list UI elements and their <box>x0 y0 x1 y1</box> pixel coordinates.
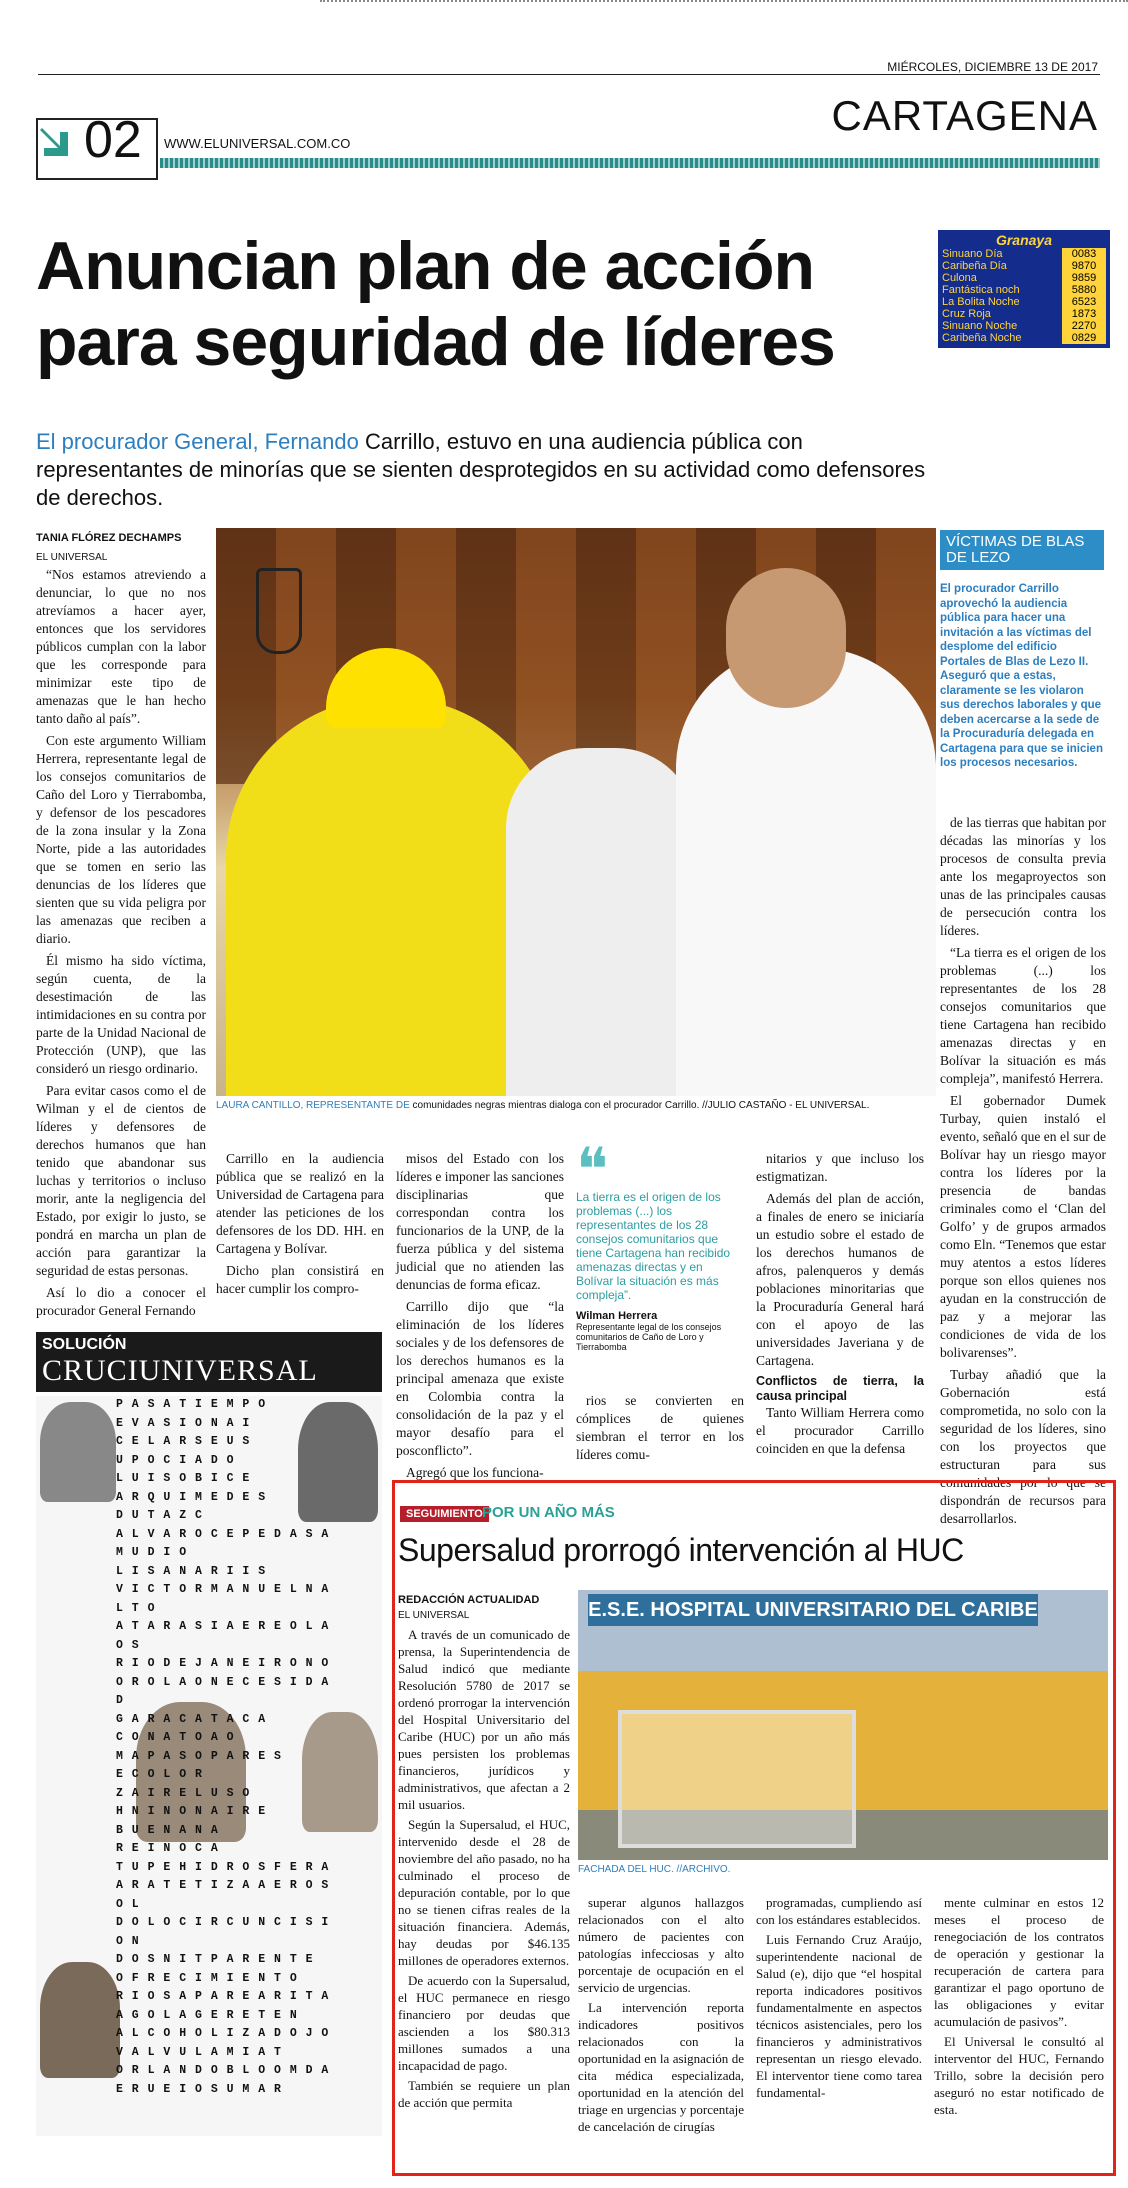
lottery-brand: Granaya <box>995 232 1053 248</box>
lottery-row <box>938 260 1110 272</box>
lottery-row <box>938 284 1110 296</box>
headline-line-2: para seguridad de líderes <box>36 304 835 380</box>
paragraph: rios se convierten en cómplices de quienes siembran el terror en los líderes comu- <box>576 1393 744 1462</box>
crossword-row: O R O L A O N E C E S I D A D <box>116 1675 330 1707</box>
site-url: WWW.ELUNIVERSAL.COM.CO <box>164 136 351 151</box>
lottery-number: 0083 <box>1062 248 1106 260</box>
crossword-row: V A L V U L A M I A T <box>116 2045 282 2059</box>
paragraph: Agregó que los funciona- <box>406 1465 544 1480</box>
article-tag: SEGUIMIENTO <box>400 1506 489 1522</box>
paragraph: Él mismo ha sido víctima, según cuenta, de la desestimación de las intimidaciones en su contra por parte de la Unidad Nacional de Protección (UNP), que las consideró un riesgo ordinario. <box>36 953 206 1076</box>
portrait-image <box>40 1962 120 2078</box>
crossword-row: D O L O C I R C U N C I S I O N <box>116 1916 330 1948</box>
huc-column-3 <box>756 1894 922 2104</box>
top-dotted-rule <box>320 0 1128 2</box>
main-column-6 <box>940 814 1106 1532</box>
paragraph: Dicho plan consistirá en hacer cumplir los compro- <box>216 1263 384 1296</box>
lottery-name: Sinuano Noche <box>942 320 1018 332</box>
hospital-sign: E.S.E. HOSPITAL UNIVERSITARIO DEL CARIBE <box>588 1594 1038 1626</box>
portrait-image <box>40 1402 116 1502</box>
paragraph: Carrillo dijo que “la eliminación de los líderes sociales y de los defensores de los derechos humanos es la principal amenaza que existe en Colombia contra la consolidación de la paz y el mayor desafío para el posconflicto”. <box>396 1299 564 1458</box>
crossword-title: CRUCIUNIVERSAL <box>42 1354 318 1387</box>
section-title: CARTAGENA <box>831 92 1098 139</box>
main-headline <box>36 228 936 380</box>
paragraph: Para evitar casos como el de Wilman y el de cientos de líderes y defensores de derechos humanos que han tenido que abandonar sus luchas y territorios o incluso morir, ante la negligencia del Estado, por exigir lo justo, se pondrá en marcha un plan de acción para garantizar la seguridad de estas personas. <box>36 1083 206 1278</box>
lottery-name: Cruz Roja <box>942 308 991 320</box>
crossword-row: Z A I R E L U S O <box>116 1786 251 1800</box>
crossword-solution <box>36 1396 382 2136</box>
pull-quote-role: Representante legal de los consejos comunitarios de Caño de Loro y Tierrabomba <box>576 1322 722 1352</box>
lottery-number: 2270 <box>1062 320 1106 332</box>
paragraph: programadas, cumpliendo así con los estándares establecidos. <box>756 1895 922 1927</box>
issue-date: MIÉRCOLES, DICIEMBRE 13 DE 2017 <box>887 60 1098 74</box>
huc-byline-org: EL UNIVERSAL <box>398 1610 470 1621</box>
paragraph: Carrillo en la audiencia pública que se realizó en la Universidad de Cartagena para atender las peticiones de los defensores de los DD. HH. en Cartagena y Bolívar. <box>216 1151 384 1256</box>
byline-org: EL UNIVERSAL <box>36 552 108 563</box>
paragraph: Así lo dio a conocer el procurador General Fernando <box>36 1285 206 1318</box>
paragraph: Además del plan de acción, a finales de enero se iniciaría un estudio sobre el estado de los derechos humanos de afros, palenqueros y demás poblaciones minoritarias que la Procuraduría General hará con el apoyo de las universidades Javeriana y de Cartagena. <box>756 1191 924 1368</box>
crossword-row: L I S A N A R I I S <box>116 1564 267 1578</box>
lottery-name: Sinuano Día <box>942 248 1003 260</box>
main-column-5 <box>756 1150 924 1462</box>
huc-column-2 <box>578 1894 744 2138</box>
crossword-row: R I O S A P A R E A R I T A <box>116 1990 330 2003</box>
lottery-rows <box>938 248 1110 344</box>
crossword-row: A T A R A S I A E R E O L A O S <box>116 1620 330 1652</box>
paragraph: mente culminar en estos 12 meses el proceso de renegociación de los contratos de operación y gestionar la recuperación de cartera para garantizar el pago oportuno de las obligaciones y evitar acumulación de pasivos”. <box>934 1895 1104 2029</box>
crossword-row: B U E N A N A <box>116 1823 219 1837</box>
lottery-row <box>938 272 1110 284</box>
lottery-name: Culona <box>942 272 977 284</box>
caption-lead: LAURA CANTILLO, REPRESENTANTE DE <box>216 1100 410 1111</box>
deck-rest: Carrillo, estuvo en una audiencia pública con representantes de minorías que se sienten desprotegidos en su actividad como defensores de derechos. <box>36 429 926 510</box>
crossword-row: A G O L A G E R E T E N <box>116 2008 298 2022</box>
paragraph: A través de un comunicado de prensa, la Superintendencia de Salud indicó que mediante Resolución 5780 de 2017 se ordenó prorrogar la intervención del Hospital Universitario del Caribe (HUC) por un año más pues persisten los problemas financieros, jurídicos y administrativos, que afectan a 2 mil usuarios. <box>398 1627 570 1812</box>
paragraph: El gobernador Dumek Turbay, quien instaló el evento, señaló que en el sur de Bolívar hay un riesgo mayor contra los líderes por la presencia de bandas criminales como el ‘Clan del Golfo’ y de grupos armados como Eln. “Tenemos que estar muy atentos a estos líderes porque son ellos quienes nos ayudan en la construcción de paz y a mejorar las condiciones de vida de los bolivarenses”. <box>940 1093 1106 1360</box>
paragraph: Luis Fernando Cruz Araújo, superintendente nacional de Salud (e), dijo que “el hospital reporta indicadores positivos fundamentalmente en aspectos técnicos asistenciales, pero los financieros y administrativos representan un riesgo elevado. El interventor tiene como tarea fundamental- <box>756 1932 922 2100</box>
huc-column-1 <box>398 1626 570 2114</box>
caption-rest: comunidades negras mientras dialoga con el procurador Carrillo. //JULIO CASTAÑO - EL UNIVERSAL. <box>409 1100 870 1111</box>
hospital-photo-caption: FACHADA DEL HUC. //ARCHIVO. <box>578 1864 731 1875</box>
crossword-row: G A R A C A T A C A <box>116 1712 267 1726</box>
sidebar-title: VÍCTIMAS DE BLAS DE LEZO <box>940 530 1104 570</box>
lottery-number: 5880 <box>1062 284 1106 296</box>
crossword-row: E R U E I O S U M A R <box>116 2082 282 2096</box>
huc-column-4 <box>934 1894 1104 2121</box>
crossword-header <box>36 1332 382 1392</box>
paragraph: Tanto William Herrera como el procurador Carrillo coinciden en que la defensa <box>756 1405 924 1456</box>
pull-quote-text: La tierra es el origen de los problemas (...) los representantes de los 28 consejos comunitarios que tiene Cartagena han recibido amenazas directas y en Bolívar la situación es más compleja”. <box>576 1190 731 1302</box>
article-kicker: POR UN AÑO MÁS <box>482 1504 615 1521</box>
crossword-row: H N I N O N A I R E <box>116 1805 267 1818</box>
pull-quote <box>576 1136 736 1352</box>
photo-caption <box>216 1100 936 1111</box>
huc-byline: REDACCIÓN ACTUALIDAD <box>398 1594 540 1606</box>
crossword-row: V I C T O R M A N U E L N A L T O <box>116 1583 330 1615</box>
lottery-name: Caribeña Día <box>942 260 1007 272</box>
crossword-row: A L C O H O L I Z A D O J O <box>116 2027 330 2040</box>
pull-quote-name: Wilman Herrera <box>576 1310 658 1322</box>
lottery-name: Caribeña Noche <box>942 332 1022 344</box>
crossword-row: D O S N I T P A R E N T E <box>116 1953 314 1966</box>
paragraph: misos del Estado con los líderes e imponer las sanciones disciplinarias que correspondan contra los funcionarios de la UNP, de la fuerza pública y del sistema judicial que no atienden las denuncias de forma eficaz. <box>396 1151 564 1292</box>
main-column-3 <box>396 1150 564 1486</box>
main-photo <box>216 528 936 1096</box>
lottery-number: 1873 <box>1062 308 1106 320</box>
paragraph: superar algunos hallazgos relacionados con el alto número de pacientes con patologías infecciosas y alto porcentaje de ocupación en el servicio de urgencias. <box>578 1895 744 1995</box>
crossword-grid <box>116 1396 332 2099</box>
paragraph: Con este argumento William Herrera, representante legal de los consejos comunitarios de Caño del Loro y Tierrabomba, y defensor de los pescadores de la zona insular y la Zona Norte, pide a las autoridades que se tomen en serio las denuncias de los líderes que sienten que su vida peligra por las amenazas que reciben a diario. <box>36 733 206 946</box>
lottery-number: 0829 <box>1062 332 1106 344</box>
sidebar-text: El procurador Carrillo aprovechó la audiencia pública para hacer una invitación a las víctimas del desplome del edificio Portales de Blas de Lezo II. Aseguró que a estas, claramente se les violaron sus derechos laborales y que deben acercarse a la sede de la Procuraduría delegada en Cartagena para que se inicien los procesos necesarios. <box>940 583 1103 769</box>
headline-line-1: Anuncian plan de acción <box>36 228 815 304</box>
crossword-row: U P O C I A D O <box>116 1453 235 1467</box>
page-number: 02 <box>84 111 142 169</box>
lottery-name: La Bolita Noche <box>942 296 1020 308</box>
main-column-4 <box>576 1392 744 1468</box>
article-deck <box>36 428 936 512</box>
crossword-row: E C O L O R <box>116 1768 203 1781</box>
subhead: Conflictos de tierra, la causa principal <box>756 1374 924 1403</box>
crossword-row: M A P A S O P A R E S <box>116 1749 282 1763</box>
crossword-row: A L V A R O C E P E D A S A M U D I O <box>116 1527 330 1559</box>
deck-lead: El procurador General, Fernando <box>36 429 359 454</box>
lottery-number: 9859 <box>1062 272 1106 284</box>
lottery-row <box>938 332 1110 344</box>
paragraph: nitarios y que incluso los estigmatizan. <box>756 1151 924 1184</box>
huc-headline: Supersalud prorrogó intervención al HUC <box>398 1532 964 1568</box>
crossword-row: D U T A Z C <box>116 1509 203 1522</box>
lottery-row <box>938 296 1110 308</box>
lottery-row <box>938 320 1110 332</box>
arrow-icon <box>38 122 78 158</box>
crossword-row: C E L A R S E U S <box>116 1435 251 1448</box>
crossword-row: T U P E H I D R O S F E R A <box>116 1860 330 1874</box>
header-rule <box>38 74 1100 75</box>
crossword-row: R E I N O C A <box>116 1842 219 1855</box>
crossword-row: L U I S O B I C E <box>116 1472 251 1485</box>
crossword-row: R I O D E J A N E I R O N O <box>116 1657 330 1670</box>
paragraph: También se requiere un plan de acción que permita <box>398 2078 570 2110</box>
lottery-results-box <box>938 230 1110 348</box>
paragraph: “La tierra es el origen de los problemas (...) los representantes de los 28 consejos comunitarios que tiene Cartagena han recibido amenazas directas y en Bolívar la situación es más compleja”, manifestó Herrera. <box>940 945 1106 1086</box>
lottery-number: 9870 <box>1062 260 1106 272</box>
paragraph: de las tierras que habitan por décadas las minorías y los procesos de consulta previa ante los megaproyectos son unas de las principales causas de persecución contra los líderes. <box>940 815 1106 938</box>
paragraph: “Nos estamos atreviendo a denunciar, lo que no nos atrevíamos a hacer ayer, entonces que los servidores públicos cumplan con la labor que les corresponde para minimizar este tipo de amenazas que le han hecho tanto daño al país”. <box>36 567 206 726</box>
quote-mark-icon: ❝ <box>576 1136 609 1203</box>
crossword-label: SOLUCIÓN <box>42 1336 127 1353</box>
lottery-number: 6523 <box>1062 296 1106 308</box>
paragraph: El Universal le consultó al interventor del HUC, Fernando Trillo, sobre la decisión pero aseguró no estar notificado de esta. <box>934 2034 1104 2117</box>
hospital-photo <box>578 1590 1108 1860</box>
lottery-row <box>938 308 1110 320</box>
byline: TANIA FLÓREZ DECHAMPS <box>36 532 182 544</box>
crossword-row: A R Q U I M E D E S <box>116 1490 267 1504</box>
crossword-row: P A S A T I E M P O <box>116 1398 267 1411</box>
crossword-row: C O N A T O A O <box>116 1731 235 1744</box>
paragraph: Turbay añadió que la Gobernación está comprometida, no solo con la seguridad de los líderes, sino con los proyectos que estructuran para sus comunidades por lo que se dispondrán de recursos para desarrollarlos. <box>940 1367 1106 1526</box>
paragraph: De acuerdo con la Supersalud, el HUC permanece en riesgo financiero por deudas que ascienden a los $80.313 millones sumados a una incapacidad de pago. <box>398 1973 570 2073</box>
main-column-1 <box>36 566 206 1324</box>
crossword-row: O F R E C I M I E N T O <box>116 1971 298 1985</box>
lottery-row <box>938 248 1110 260</box>
paragraph: La intervención reporta indicadores positivos relacionados con la oportunidad en la asignación de cita médica especializada, oportunidad en la atención del triage en urgencias y porcentaje de cancelación de cirugías <box>578 2000 744 2134</box>
paragraph: Según la Supersalud, el HUC, intervenido desde el 28 de noviembre del año pasado, no ha culminado el proceso de depuración contable, por lo que no se tienen cifras reales de la situación financiera. Además, hay deudas por $46.135 millones de operadores externos. <box>398 1817 570 1968</box>
crossword-row: A R A T E T I Z A A E R O S O L <box>116 1879 330 1911</box>
crossword-row: O R L A N D O B L O O M D A <box>116 2064 330 2077</box>
main-column-2 <box>216 1150 384 1302</box>
crossword-row: E V A S I O N A I <box>116 1416 251 1430</box>
lottery-name: Fantástica noch <box>942 284 1020 296</box>
header-stripe <box>160 158 1100 168</box>
